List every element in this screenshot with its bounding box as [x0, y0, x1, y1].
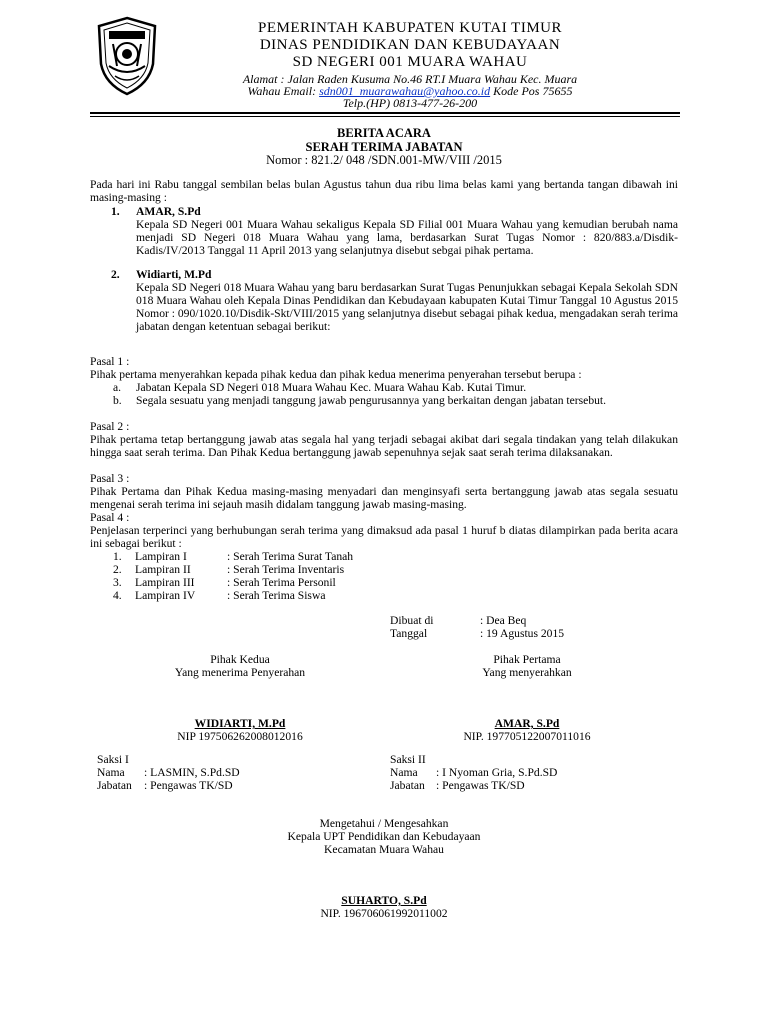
attachment-4-label: Lampiran IV [135, 589, 196, 602]
witness-2-title: Saksi II [390, 753, 426, 766]
party-1-description: Kepala SD Negeri 001 Muara Wahau sekaligus Kepala SD Filial 001 Muara Wahau yang kemudian berubah nama menjadi SD Negeri 018 Muara Wahau yang lama, berdasarkan Surat Tugas Nomor : 820/883.a/Disdik-Kadis/IV/2013 Tanggal 11 April 2013 yang selanjutnya disebut sebgai pihak pertama. [136, 218, 678, 257]
party-2-description: Kepala SD Negeri 018 Muara Wahau yang baru berdasarkan Surat Tugas Penunjukkan sebagai Kepala Sekolah SDN 018 Muara Wahau oleh Kepala Dinas Pendidikan dan Kebudayaan kabupaten Kutai Timur Tanggal 10 Agustus 2015 Nomor : 090/1020.10/Disdik-Skt/VIII/2015 yang selanjutnya disebut sebagai pihak kedua, mengadakan serah terima jabatan dengan ketentuan sebagai berikut: [136, 281, 679, 333]
pasal-1-item-b-mark: b. [113, 394, 122, 407]
doc-subtitle: SERAH TERIMA JABATAN [305, 140, 463, 154]
pasal-3-heading: Pasal 3 : [90, 472, 130, 485]
letterhead-phone: Telp.(HP) 0813-477-26-200 [342, 96, 478, 110]
place-label: Dibuat di [390, 614, 434, 627]
letterhead-department: DINAS PENDIDIKAN DAN KEBUDAYAAN [259, 37, 561, 53]
letterhead-government: PEMERINTAH KABUPATEN KUTAI TIMUR [257, 20, 563, 36]
first-party-signer-name: AMAR, S.Pd [494, 717, 560, 730]
witness-2-job: : Pengawas TK/SD [436, 779, 525, 792]
witness-1-job-label: Jabatan [97, 779, 132, 792]
pasal-1-heading: Pasal 1 : [90, 355, 130, 368]
place-value: : Dea Beq [480, 614, 527, 627]
pasal-1-item-b: Segala sesuatu yang menjadi tanggung jawab pengurusannya yang berkaitan dengan jabatan tersebut. [136, 394, 607, 407]
approval-district: Kecamatan Muara Wahau [324, 843, 444, 856]
attachment-3-value: : Serah Terima Personil [227, 576, 336, 589]
date-value: : 19 Agustus 2015 [480, 627, 565, 640]
party-2-number: 2. [111, 268, 120, 281]
approval-heading: Mengetahui / Mengesahkan [319, 817, 449, 830]
attachment-3-number: 3. [113, 576, 122, 589]
second-party-role: Pihak Kedua [210, 653, 270, 666]
date-label: Tanggal [390, 627, 428, 640]
attachment-2-number: 2. [113, 563, 122, 576]
pasal-2-heading: Pasal 2 : [90, 420, 130, 433]
email-link[interactable]: sdn001_muarawahau@yahoo.co.id [319, 84, 491, 98]
letterhead-address: Alamat : Jalan Raden Kusuma No.46 RT.I Muara Wahau Kec. Muara [242, 72, 578, 86]
postal-code: Kode Pos 75655 [490, 84, 573, 98]
doc-number: Nomor : 821.2/ 048 /SDN.001-MW/VIII /2015 [266, 153, 502, 167]
approver-name: SUHARTO, S.Pd [341, 894, 427, 907]
first-party-role: Pihak Pertama [493, 653, 561, 666]
witness-1-title: Saksi I [97, 753, 129, 766]
attachment-1-label: Lampiran I [135, 550, 187, 563]
witness-1-name: : LASMIN, S.Pd.SD [144, 766, 240, 779]
witness-2-name: : I Nyoman Gria, S.Pd.SD [436, 766, 558, 779]
witness-1-job: : Pengawas TK/SD [144, 779, 233, 792]
first-party-subtitle: Yang menyerahkan [482, 666, 572, 679]
pasal-1-item-a-mark: a. [113, 381, 122, 394]
attachment-3-label: Lampiran III [135, 576, 195, 589]
approval-office: Kepala UPT Pendidikan dan Kebudayaan [287, 830, 481, 843]
second-party-nip: NIP 197506262008012016 [177, 730, 303, 743]
attachment-1-value: : Serah Terima Surat Tanah [227, 550, 354, 563]
regency-crest-icon [95, 16, 159, 96]
witness-2-name-label: Nama [390, 766, 418, 779]
approver-nip: NIP. 196706061992011002 [320, 907, 448, 920]
attachment-2-value: : Serah Terima Inventaris [227, 563, 345, 576]
pasal-4-text: Penjelasan terperinci yang berhubungan serah terima yang dimaksud ada pasal 1 huruf b diatas dilampirkan pada berita acara ini sebagai berikut : [90, 524, 678, 550]
pasal-1-item-a: Jabatan Kepala SD Negeri 018 Muara Wahau Kec. Muara Wahau Kab. Kutai Timur. [136, 381, 527, 394]
attachment-1-number: 1. [113, 550, 122, 563]
witness-1-name-label: Nama [97, 766, 125, 779]
pasal-3-text: Pihak Pertama dan Pihak Kedua masing-masing menyadari dan menginsyafi serta bertanggung jawab atas segala sesuatu mengenai serah terima ini sejauh masih didalam tanggung jawab masing-masing. [90, 485, 678, 511]
letterhead-school: SD NEGERI 001 MUARA WAHAU [292, 54, 528, 70]
first-party-nip: NIP. 197705122007011016 [463, 730, 591, 743]
intro-paragraph: Pada hari ini Rabu tanggal sembilan belas bulan Agustus tahun dua ribu lima belas kami yang bertanda tangan dibawah ini masing-masing : [90, 178, 678, 204]
party-2-name: Widiarti, M.Pd [136, 268, 212, 281]
letterhead-divider-thin [90, 116, 680, 117]
party-1-name: AMAR, S.Pd [136, 205, 201, 218]
attachment-2-label: Lampiran II [135, 563, 191, 576]
party-1-number: 1. [111, 205, 120, 218]
email-prefix: Wahau Email: [247, 84, 320, 98]
second-party-signer-name: WIDIARTI, M.Pd [194, 717, 286, 730]
pasal-4-heading: Pasal 4 : [90, 511, 130, 524]
doc-title: BERITA ACARA [337, 126, 431, 140]
pasal-2-text: Pihak pertama tetap bertanggung jawab atas segala hal yang terjadi sebagai akibat dari segala tindakan yang telah dilakukan hingga saat serah terima. Dan Pihak Kedua bertanggung jawab sepenuhnya sejak saat serah terima dilaksanakan. [90, 433, 678, 459]
attachment-4-value: : Serah Terima Siswa [227, 589, 326, 602]
witness-2-job-label: Jabatan [390, 779, 425, 792]
pasal-1-text: Pihak pertama menyerahkan kepada pihak kedua dan pihak kedua menerima penyerahan tersebut berupa : [90, 368, 582, 381]
second-party-subtitle: Yang menerima Penyerahan [174, 666, 306, 679]
letterhead-divider-thick [90, 112, 680, 114]
attachment-4-number: 4. [113, 589, 122, 602]
